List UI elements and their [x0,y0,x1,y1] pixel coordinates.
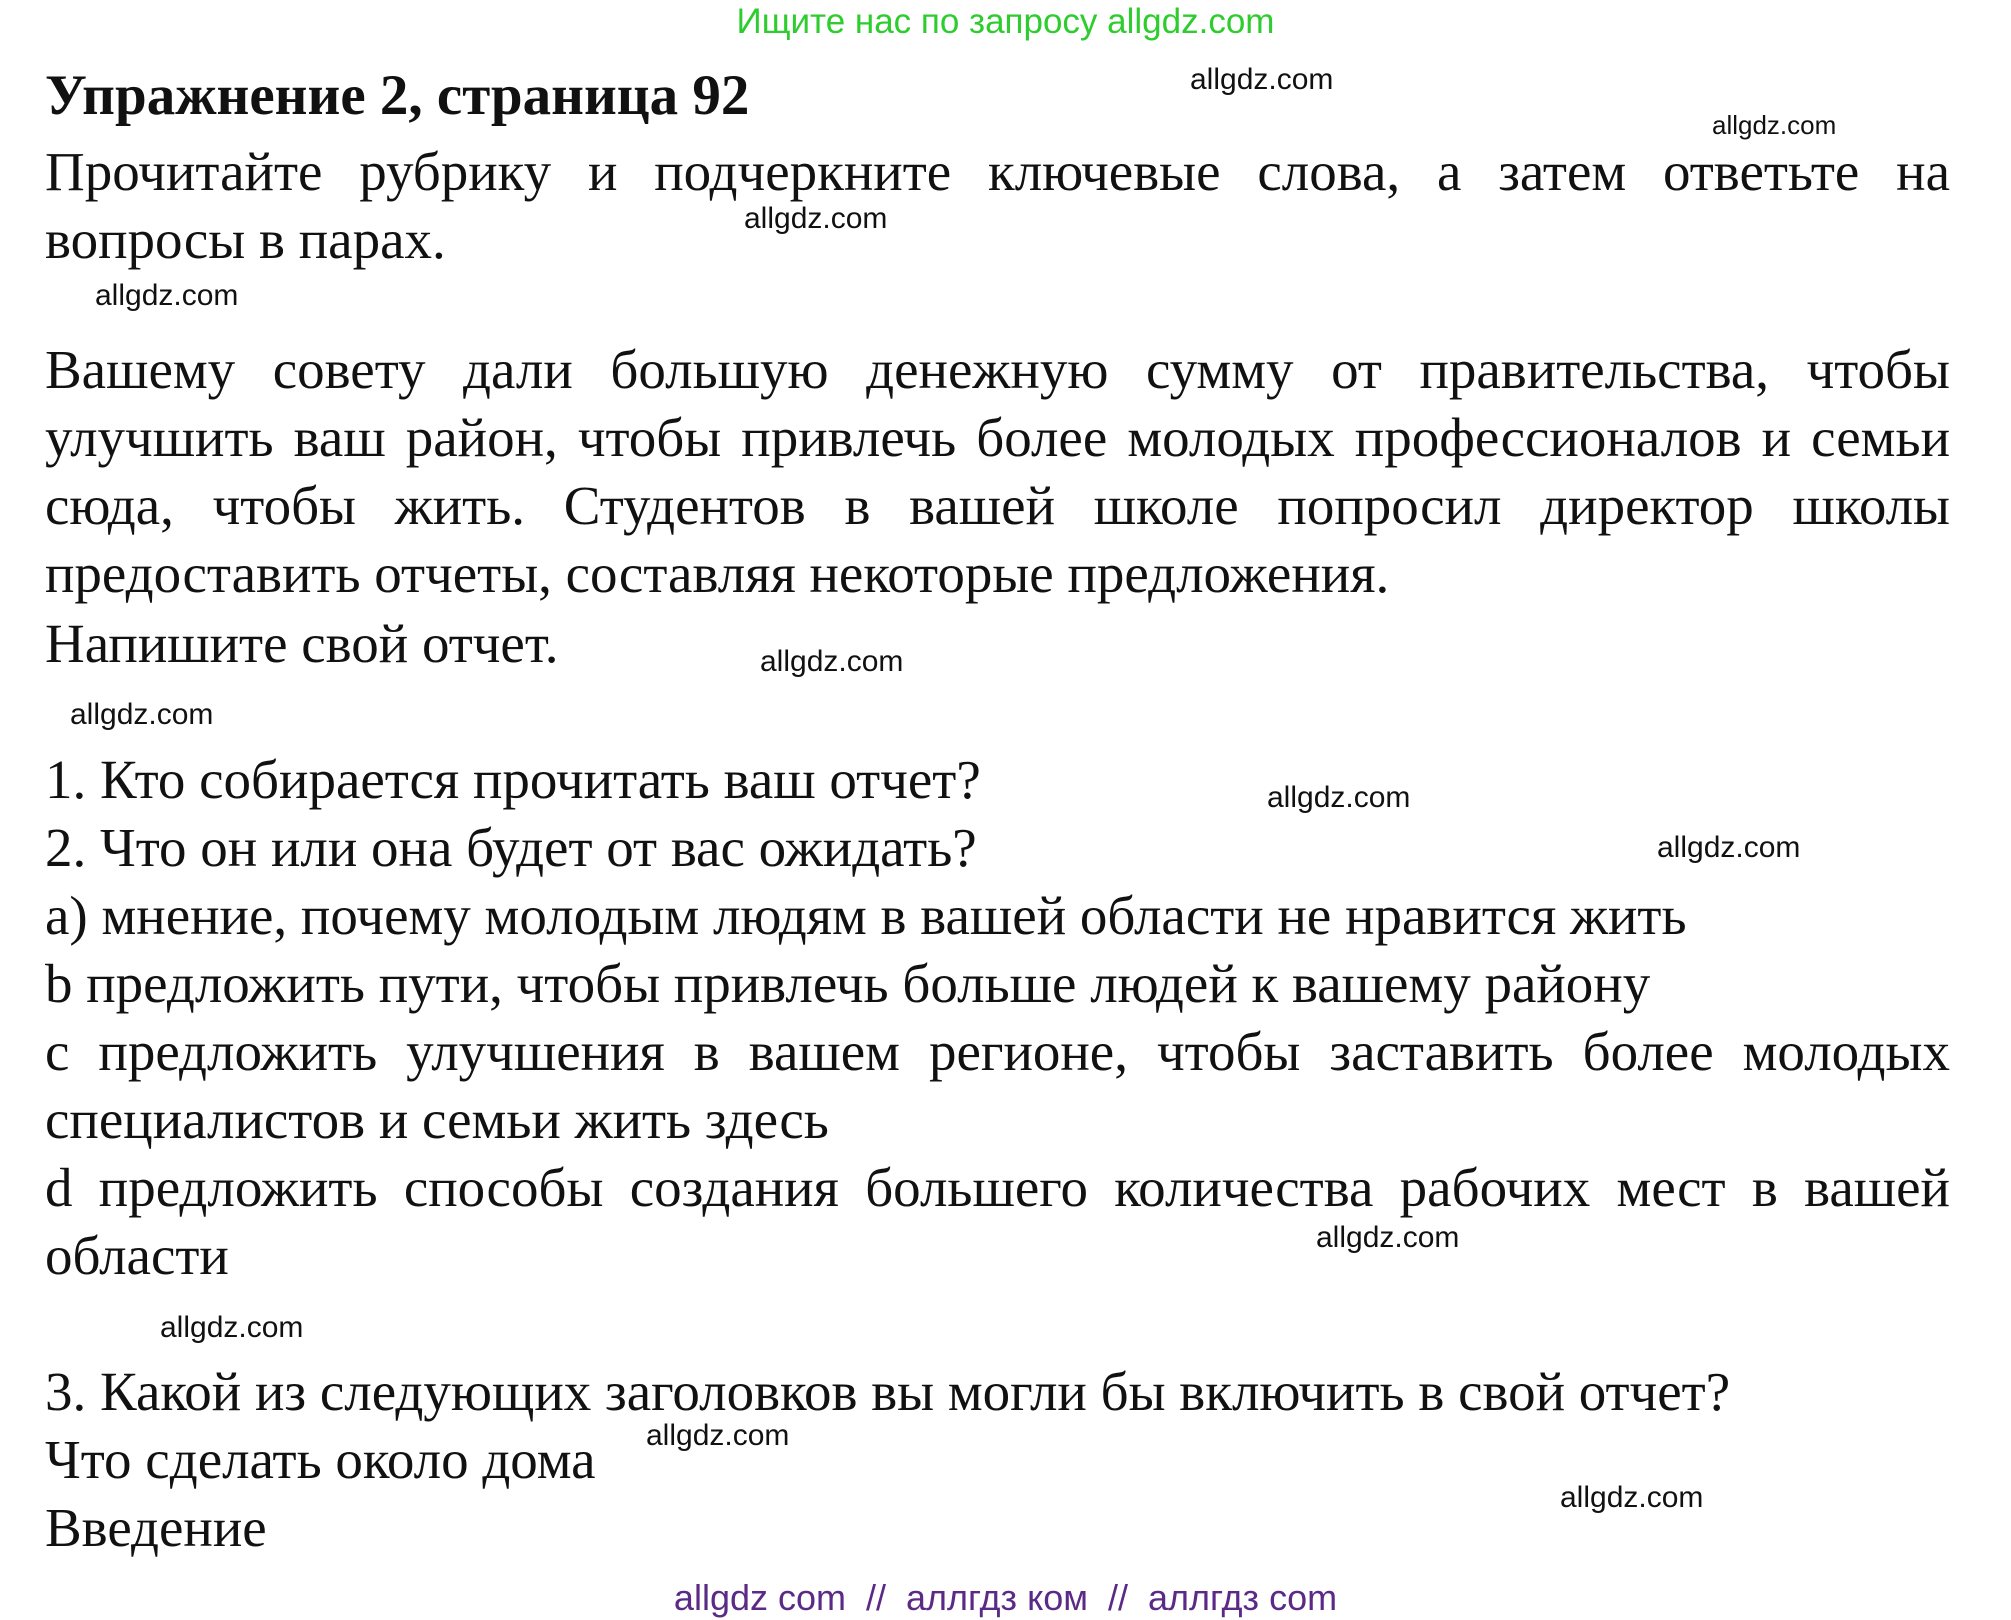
watermark: allgdz.com [1267,781,1411,814]
write-report-line: Напишите свой отчет. [45,613,559,674]
option-d: d предложить способы создания большего количества рабочих мест в вашей области [45,1157,1950,1286]
task-text: Вашему совету дали большую денежную сумму от правительства, чтобы улучшить ваш район, чтобы привлечь более молодых профессионалов и семьи сюда, чтобы жить. Студентов в вашей школе попросил директор школы предоставить отчеты, составляя некоторые предложения. [45,339,1950,604]
watermark: allgdz.com [760,645,904,678]
heading-option-2: Введение [45,1497,267,1558]
watermark: allgdz.com [160,1311,304,1344]
heading-option-1: Что сделать около дома [45,1429,596,1490]
option-c: с предложить улучшения в вашем регионе, чтобы заставить более молодых специалистов и семьи жить здесь [45,1021,1950,1150]
instruction-text: Прочитайте рубрику и подчеркните ключевые слова, а затем ответьте на вопросы в парах. [45,141,1950,270]
watermark: allgdz.com [1316,1221,1460,1254]
option-b: b предложить пути, чтобы привлечь больше людей к вашему району [45,953,1651,1014]
watermark: allgdz.com [1560,1481,1704,1514]
search-banner: Ищите нас по запросу allgdz.com [736,2,1275,41]
option-a: а) мнение, почему молодым людям в вашей области не нравится жить [45,885,1687,946]
watermark: allgdz.com [70,698,214,731]
footer-links: allgdz com // аллгдз ком // аллгдз com [673,1577,1338,1618]
watermark: allgdz.com [1657,831,1801,864]
exercise-title: Упражнение 2, страница 92 [45,64,750,127]
question-3: 3. Какой из следующих заголовков вы могли бы включить в свой отчет? [45,1361,1731,1422]
watermark: allgdz.com [95,279,239,312]
question-1: 1. Кто собирается прочитать ваш отчет? [45,749,981,810]
watermark: allgdz.com [1712,110,1837,140]
question-2: 2. Что он или она будет от вас ожидать? [45,817,977,878]
watermark: allgdz.com [646,1419,790,1452]
watermark: allgdz.com [1190,63,1334,96]
watermark: allgdz.com [744,202,888,235]
